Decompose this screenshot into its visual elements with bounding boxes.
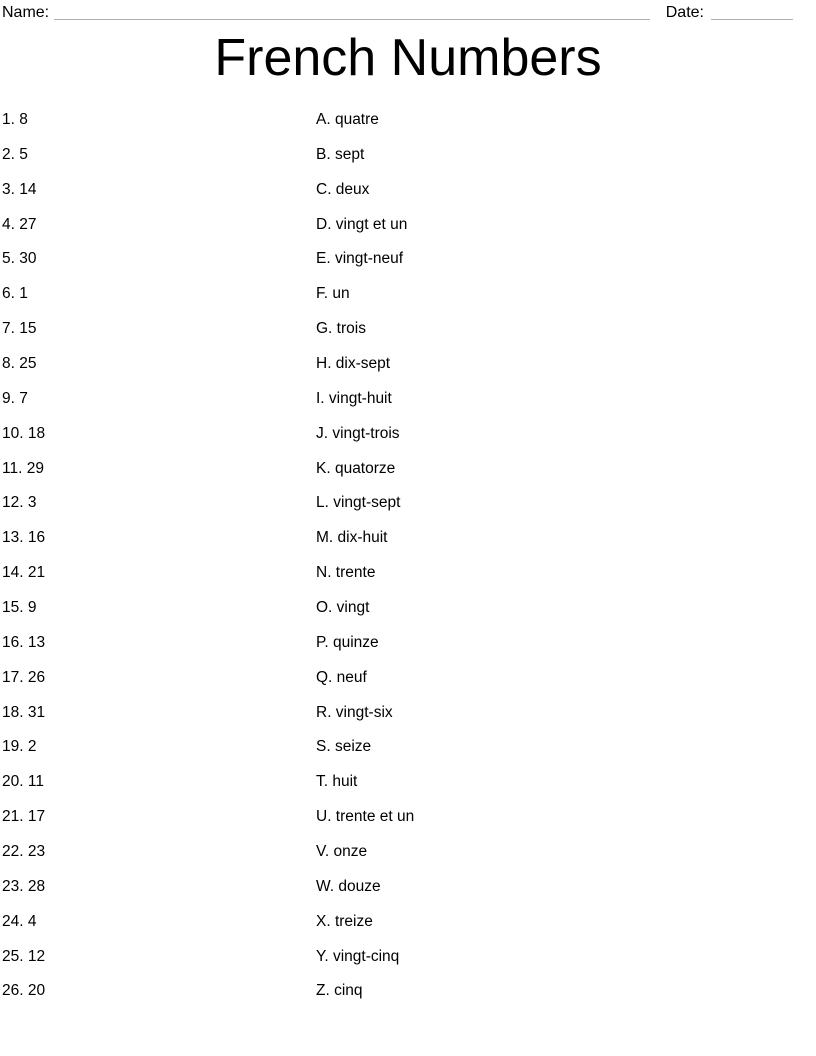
question-item: 16. 13 (2, 633, 46, 651)
date-blank-line (711, 3, 793, 20)
question-item: 3. 14 (2, 180, 37, 198)
match-row (2, 452, 816, 487)
match-row (2, 696, 816, 731)
match-row (2, 208, 816, 243)
answer-item: E. vingt-neuf (316, 250, 404, 268)
question-item: 2. 5 (2, 145, 28, 163)
match-row (2, 347, 816, 382)
answer-item: S. seize (316, 738, 372, 756)
answer-item: K. quatorze (316, 459, 396, 477)
match-row (2, 486, 816, 521)
question-item: 8. 25 (2, 355, 37, 373)
match-row (2, 312, 816, 347)
match-row (2, 835, 816, 870)
answer-item: P. quinze (316, 633, 379, 651)
question-item: 17. 26 (2, 668, 46, 686)
match-row (2, 242, 816, 277)
match-row (2, 417, 816, 452)
question-item: 13. 16 (2, 529, 46, 547)
match-row (2, 870, 816, 905)
match-row (2, 138, 816, 173)
answer-item: V. onze (316, 843, 368, 861)
question-item: 22. 23 (2, 843, 46, 861)
name-blank-line (54, 3, 650, 20)
answer-item: D. vingt et un (316, 215, 408, 233)
question-item: 21. 17 (2, 808, 46, 826)
answer-item: C. deux (316, 180, 370, 198)
question-item: 12. 3 (2, 494, 37, 512)
question-item: 24. 4 (2, 912, 37, 930)
answer-item: Q. neuf (316, 668, 367, 686)
question-item: 5. 30 (2, 250, 37, 268)
question-item: 7. 15 (2, 320, 37, 338)
answer-item: X. treize (316, 912, 373, 930)
answer-item: F. un (316, 285, 350, 303)
match-row (2, 103, 816, 138)
match-row (2, 940, 816, 975)
match-row (2, 521, 816, 556)
answer-item: T. huit (316, 773, 358, 791)
question-item: 15. 9 (2, 599, 37, 617)
question-item: 25. 12 (2, 947, 46, 965)
answer-item: A. quatre (316, 111, 379, 128)
question-item: 14. 21 (2, 564, 46, 582)
matching-list (2, 103, 816, 1009)
match-row (2, 661, 816, 696)
match-row (2, 765, 816, 800)
date-label: Date: (665, 4, 704, 21)
worksheet-title: French Numbers (214, 29, 602, 87)
match-row (2, 730, 816, 765)
question-item: 18. 31 (2, 703, 46, 721)
match-row (2, 800, 816, 835)
answer-item: H. dix-sept (316, 355, 391, 373)
match-row (2, 905, 816, 940)
header (0, 0, 816, 22)
answer-item: B. sept (316, 145, 365, 163)
answer-item: U. trente et un (316, 808, 415, 826)
question-item: 23. 28 (2, 877, 46, 895)
answer-item: G. trois (316, 320, 366, 338)
question-item: 11. 29 (2, 459, 44, 477)
answer-item: R. vingt-six (316, 703, 393, 721)
answer-item: N. trente (316, 564, 376, 582)
answer-item: W. douze (316, 877, 381, 895)
match-row (2, 556, 816, 591)
answer-item: M. dix-huit (316, 529, 388, 547)
answer-item: Z. cinq (316, 982, 363, 1000)
answer-item: Y. vingt-cinq (316, 947, 400, 965)
answer-item: I. vingt-huit (316, 389, 392, 407)
question-item: 4. 27 (2, 215, 37, 233)
question-item: 26. 20 (2, 982, 46, 1000)
match-row (2, 277, 816, 312)
answer-item: L. vingt-sept (316, 494, 401, 512)
match-row (2, 382, 816, 417)
question-item: 10. 18 (2, 424, 46, 442)
match-row (2, 591, 816, 626)
question-item: 19. 2 (2, 738, 37, 756)
question-item: 6. 1 (2, 285, 28, 303)
question-item: 1. 8 (2, 111, 28, 128)
match-row (2, 626, 816, 661)
answer-item: J. vingt-trois (316, 424, 400, 442)
answer-item: O. vingt (316, 599, 370, 617)
name-label: Name: (2, 4, 50, 21)
question-item: 20. 11 (2, 773, 44, 791)
question-item: 9. 7 (2, 389, 28, 407)
match-row (2, 173, 816, 208)
match-row (2, 974, 816, 1009)
